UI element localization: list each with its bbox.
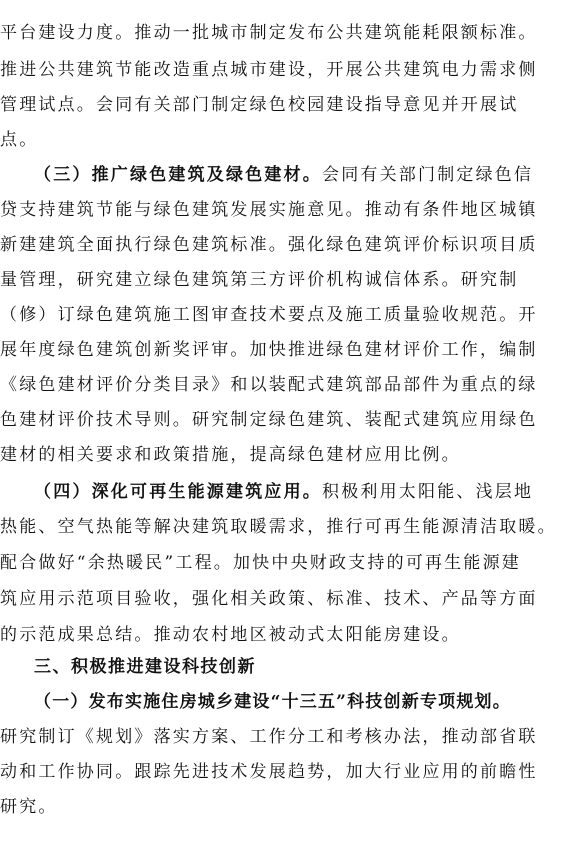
subsection-heading-1: （一）发布实施住房城乡建设“十三五”科技创新专项规划。: [34, 692, 511, 712]
text-line: 展年度绿色建筑创新奖评审。加快推进绿色建材评价工作，编制: [0, 340, 538, 360]
section-paragraph-start: [0, 687, 565, 717]
text-line: 研究。: [0, 797, 58, 817]
text-line: 管理试点。会同有关部门制定绿色校园建设指导意见并开展试: [0, 95, 519, 115]
text-line: 平台建设力度。推动一批城市制定发布公共建筑能耗限额标准。: [0, 23, 538, 43]
section-heading-3: （三）推广绿色建筑及绿色建材。: [34, 165, 322, 185]
text-line: 研究制订《规划》落实方案、工作分工和考核办法，推动部省联: [0, 727, 538, 747]
text-line: 《绿色建材评价分类目录》和以装配式建筑部品部件为重点的绿: [0, 375, 538, 395]
section-paragraph-start: （四）深化可再生能源建筑应用。积极利用太阳能、浅层地: [34, 482, 534, 502]
text-line: 推进公共建筑节能改造重点城市建设，开展公共建筑电力需求侧: [0, 60, 538, 80]
text-line: 配合做好“余热暖民”工程。加快中央财政支持的可再生能源建: [0, 553, 521, 573]
section-heading-4: （四）深化可再生能源建筑应用。: [34, 482, 322, 502]
text-line: 热能、空气热能等解决建筑取暖需求，推行可再生能源清洁取暖。: [0, 517, 557, 537]
text-line: 量管理，研究建立绿色建筑第三方评价机构诚信体系。研究制: [0, 270, 519, 290]
text-line: 的示范成果总结。推动农村地区被动式太阳能房建设。: [0, 625, 461, 645]
text-line: 贷支持建筑节能与绿色建筑发展实施意见。推动有条件地区城镇: [0, 200, 538, 220]
text-line: 建材的相关要求和政策措施，提高绿色建材应用比例。: [0, 445, 461, 465]
text-line: 色建材评价技术导则。研究制定绿色建筑、装配式建筑应用绿色: [0, 410, 538, 430]
section-paragraph-start: （三）推广绿色建筑及绿色建材。会同有关部门制定绿色信: [34, 165, 534, 185]
chapter-heading: 三、积极推进建设科技创新: [34, 657, 256, 677]
text-line: 动和工作协同。跟踪先进技术发展趋势，加大行业应用的前瞻性: [0, 762, 538, 782]
text-line: 筑应用示范项目验收，强化相关政策、标准、技术、产品等方面: [0, 589, 538, 609]
text-line: （修）订绿色建筑施工图审查技术要点及施工质量验收规范。开: [0, 305, 538, 325]
text-line: 新建建筑全面执行绿色建筑标准。强化绿色建筑评价标识项目质: [0, 235, 538, 255]
text-line: 点。: [0, 130, 39, 150]
